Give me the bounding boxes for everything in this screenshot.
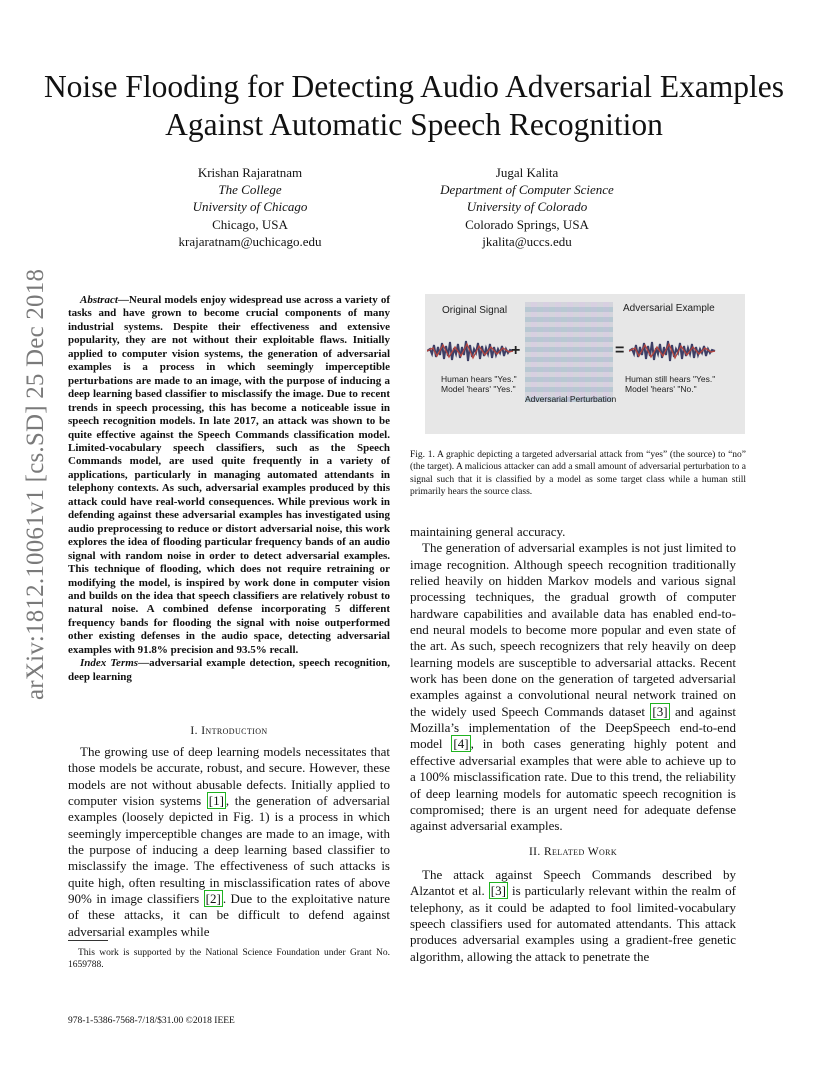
author-affiliation: The College [218, 182, 282, 198]
index-terms [68, 657, 390, 684]
adversarial-caption: Human still hears "Yes." Model 'hears' "No." [625, 374, 716, 394]
author-location: Colorado Springs, USA [465, 216, 589, 232]
abstract-body [68, 294, 390, 657]
abstract-label: Abstract [80, 294, 118, 306]
section-title: Introduction [201, 725, 268, 737]
abstract-text: —Neural models enjoy widespread use across a variety of tasks and have grown to become crucial components of many industrial systems. Despite their effectiveness and extensive popularity, they are not without their exploitable flaws. Initially applied to computer vision systems, the generation of adversarial examples is a process in which seemingly imperceptible perturbations are made to an image, with the purpose of inducing a deep learning based classifier to misclassify the image. Due to recent trends in speech processing, this has become a noticeable issue in speech recognition models. In late 2017, an attack was shown to be quite effective against the Speech Commands classification model. Limited-vocabulary speech classifiers, such as the Speech Commands model, are used quite frequently in a variety of applications, particularly in managing automated attendants in telephony contexts. As such, adversarial examples produced by this attack could have real-world consequences. While previous work in defending against these adversarial examples has investigated using audio preprocessing to reduce or distort adversarial noise, this work explores the idea of flooding particular frequency bands of an audio signal with random noise in order to detect adversarial examples. This technique of flooding, which does not require retraining or modifying the model, is inspired by work done in computer vision and builds on the idea that speech classifiers are relatively robust to natural noise. A combined defense incorporating 5 different frequency bands for flooding the signal with noise outperformed other existing defenses in the audio space, detecting adversarial examples with 91.8% precision and 93.5% recall. [68, 294, 390, 656]
plus-sign: + [511, 342, 521, 359]
right-column-body [410, 524, 736, 965]
paragraph: The generation of adversarial examples is not just limited to image recognition. Although speech recognition traditionally relied heavily on hidden Markov models and various signal processing techniques, the gradual growth of computer hardware capabilities and available data has enabled end-to-end neural models to become more popular and even state of the art. As such, speech recognizers that rely heavily on deep learning models are susceptible to adversarial attacks. Recent work has been done on the generation of targeted adversarial examples against a convolutional neural network trained on the widely used Speech Commands dataset [3] and against Mozilla’s implementation of the DeepSpeech end-to-end model [4] , in both cases generating highly potent and effective adversarial examples that were able to achieve up to a 100% misclassification rate. Due to this trend, the reliability of deep learning models for automatic speech recognition is compromised; there is an urgent need for adequate defense against adversarial examples. [410, 540, 737, 834]
section-title: Related Work [543, 845, 618, 858]
abstract [68, 294, 390, 684]
citation-link[interactable]: [4] [453, 736, 469, 752]
footnote-rule [68, 940, 108, 941]
citation-link[interactable]: [2] [205, 891, 221, 907]
original-signal-label: Original Signal [442, 305, 508, 316]
author-name: Krishan Rajaratnam [197, 165, 303, 180]
original-caption: Human hears "Yes." Model 'hears' "Yes." [441, 374, 517, 394]
author-location: Chicago, USA [212, 216, 288, 232]
citation-link[interactable]: [3] [490, 883, 506, 899]
figure-caption: Fig. 1. A graphic depicting a targeted adversarial attack from “yes” (the source) to “no” (the target). A malicious attacker can add a small amount of adversarial perturbation to a signal such that it is classified by a model as some target class while a human still primarily hears the source class. [410, 450, 746, 497]
citation-link[interactable]: [3] [652, 703, 668, 719]
author-email: krajaratnam@uchicago.edu [178, 233, 322, 249]
author-name: Jugal Kalita [495, 165, 559, 180]
perturbation-label: Adversarial Perturbation [525, 394, 617, 404]
footnote: This work is supported by the National Science Foundation under Grant No. 1659788. [68, 948, 390, 971]
adversarial-waveform-icon [629, 336, 717, 366]
section-number: I. [190, 725, 198, 737]
author-affiliation: Department of Computer Science [440, 182, 614, 198]
section-heading-related-work [410, 844, 736, 860]
equals-sign: = [615, 342, 625, 359]
introduction-body [68, 744, 390, 940]
paragraph: The growing use of deep learning models necessitates that those models be accurate, robust, and secure. However, these models are not without abusable defects. Initially applied to computer vision systems [1] , the generation of adversarial examples (loosely depicted in Fig. 1) is a process in which seemingly imperceptible changes are made to an image, with the purpose of inducing a deep learning based classifier to misclassify the image. The effectiveness of such attacks is quite high, often resulting in misclassification rates of above 90% in image classifiers [2] . Due to the exploitative nature of these attacks, it can be difficult to defend against adversarial examples while [68, 744, 390, 939]
perturbation-noise-image [525, 302, 613, 402]
section-number: II. [528, 845, 541, 858]
citation-link[interactable]: [1] [208, 793, 224, 809]
author-block-1 [120, 164, 380, 250]
author-block-2 [397, 164, 657, 250]
arxiv-stamp: arXiv:1812.10061v1 [cs.SD] 25 Dec 2018 [22, 268, 49, 700]
author-affiliation: University of Chicago [192, 199, 308, 215]
paragraph: maintaining general accuracy. [410, 524, 566, 539]
adversarial-example-label: Adversarial Example [623, 303, 715, 314]
index-terms-label: Index Terms [80, 657, 139, 670]
isbn-line: 978-1-5386-7568-7/18/$31.00 ©2018 IEEE [68, 1016, 235, 1026]
section-heading-introduction [68, 725, 390, 737]
paper-title: Noise Flooding for Detecting Audio Adversarial Examples Against Automatic Speech Recognition [43, 69, 785, 142]
author-email: jkalita@uccs.edu [482, 233, 572, 249]
original-waveform-icon [427, 336, 515, 366]
paragraph: The attack against Speech Commands described by Alzantot et al. [3] is particularly relevant within the realm of telephony, as it could be adapted to fool limited-vocabulary speech classifiers used for automated attendants. This attack produces adversarial examples using a gradient-free genetic algorithm, allowing the attack to penetrate the [410, 866, 736, 964]
figure-1 [425, 294, 745, 434]
author-affiliation: University of Colorado [466, 199, 588, 215]
index-terms-text: —adversarial example detection, speech recognition, deep learning [68, 657, 390, 683]
